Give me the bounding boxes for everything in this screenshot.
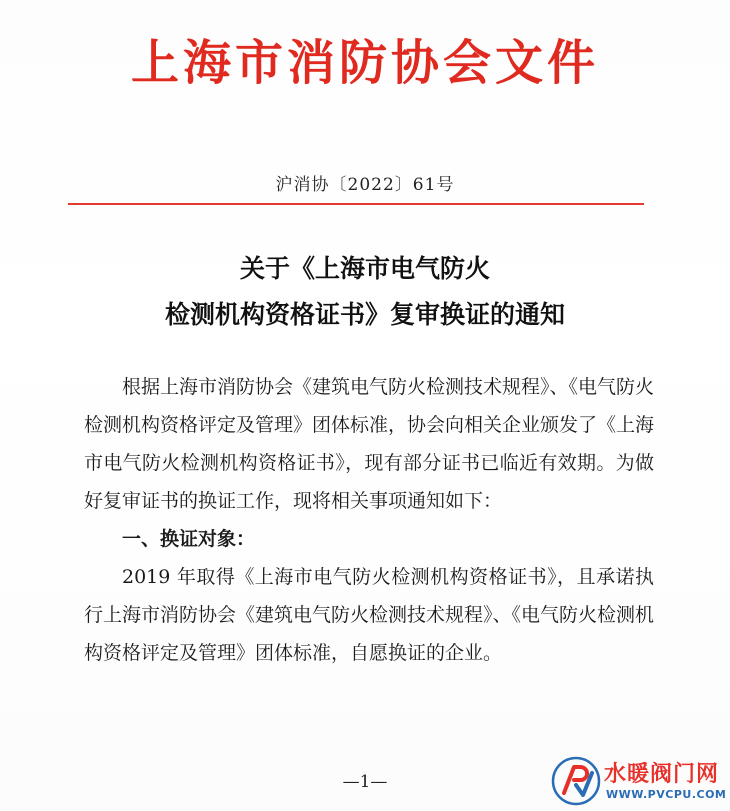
notice-title-line-1: 关于《上海市电气防火 [239,254,490,283]
intro-paragraph: 根据上海市消防协会《建筑电气防火检测技术规程》、《电气防火检测机构资格评定及管理》团体标准，协会向相关企业颁发了《上海市电气防火检测机构资格证书》，现有部分证书已临近有效期。为做好复审证书的换证工作，现将相关事项通知如下： [84,376,655,512]
notice-title [0,246,730,338]
section-1-heading: 一、换证对象： [122,528,256,550]
site-name: 水暖阀门网 [604,762,720,787]
document-number: 沪消协〔2022〕61号 [275,175,455,195]
org-header-title: 上海市消防协会文件 [130,35,599,91]
notice-title-line-2: 检测机构资格证书》复审换证的通知 [164,300,565,329]
red-divider-line [68,203,644,205]
site-url: WWW.PVCPU.COM [606,788,727,801]
site-logo-icon [550,755,602,807]
section-1-paragraph: 2019 年取得《上海市电气防火检测机构资格证书》，且承诺执行上海市消防协会《建筑电气防火检测技术规程》、《电气防火检测机构资格评定及管理》团体标准，自愿换证的企业。 [84,566,655,664]
site-watermark [550,755,726,807]
page-number: —1— [342,772,388,792]
notice-body [84,368,654,672]
